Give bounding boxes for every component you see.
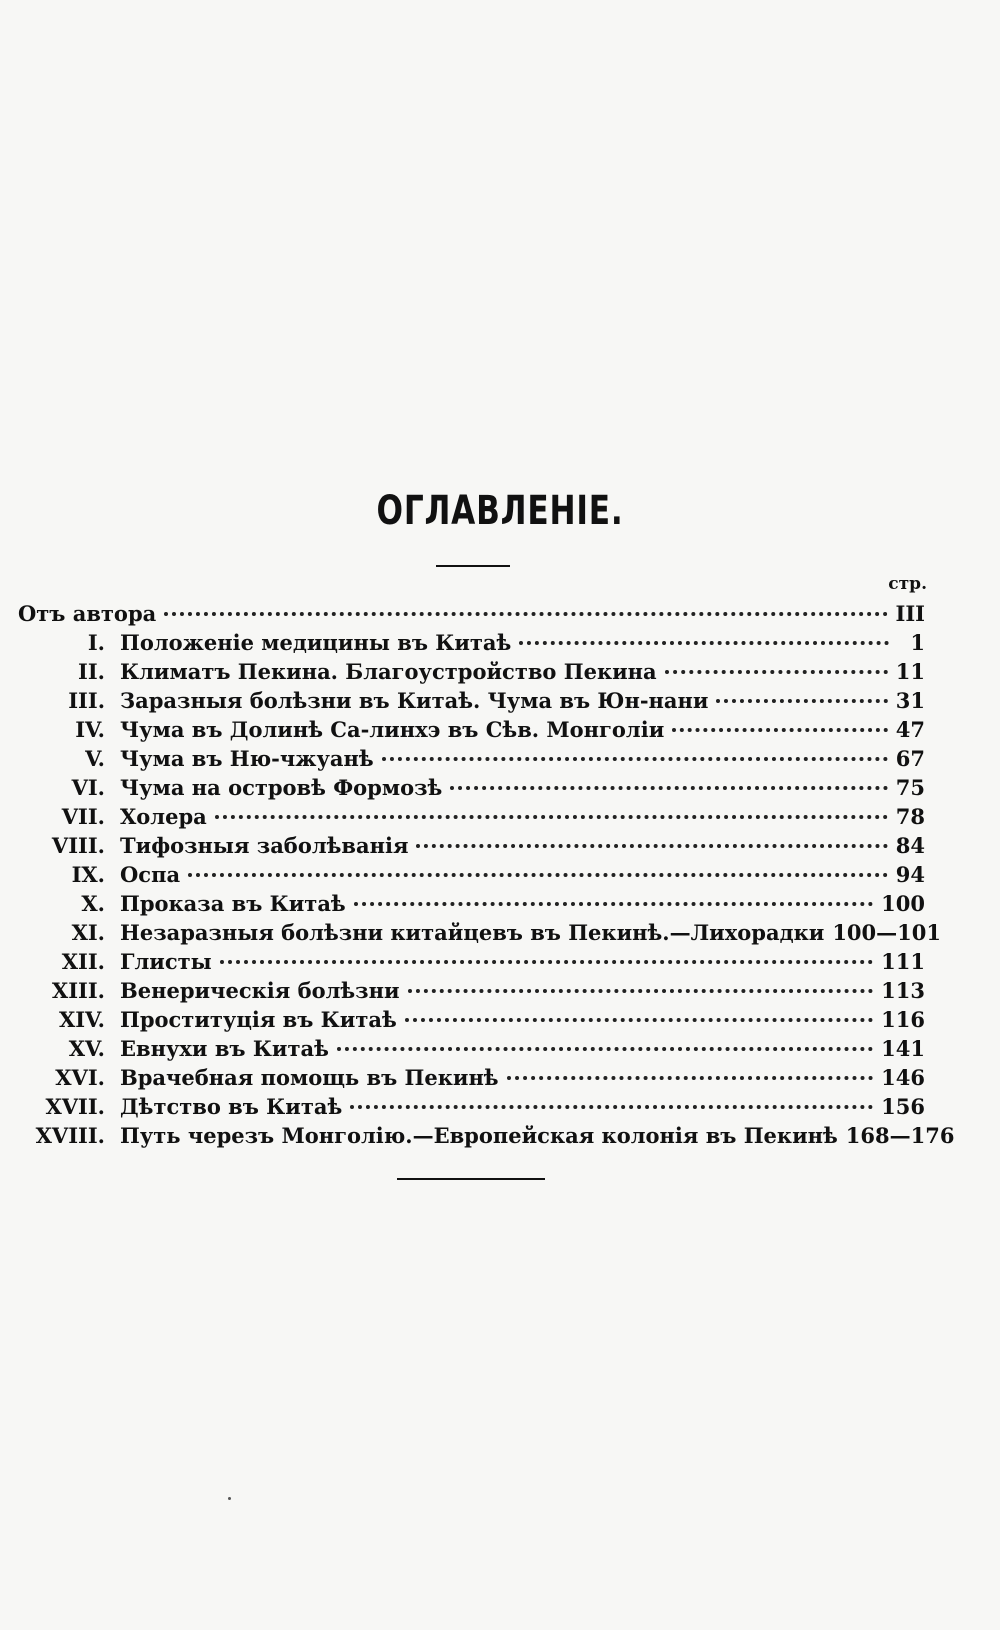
- chapter-number: XVIII.: [35, 1123, 105, 1148]
- dot-leader: [665, 666, 888, 674]
- chapter-number: I.: [87, 630, 105, 655]
- chapter-number: XVI.: [55, 1065, 105, 1090]
- dot-leader: [215, 811, 888, 819]
- chapter-title: Чума въ Долинѣ Са-линхэ въ Сѣв. Монголіи: [120, 717, 665, 742]
- paper-speck: [228, 1497, 231, 1500]
- toc-entry: [18, 686, 925, 715]
- toc-entry: [18, 1034, 925, 1063]
- table-of-contents: [18, 599, 955, 1150]
- chapter-number: XII.: [61, 949, 105, 974]
- chapter-title: Дѣтство въ Китаѣ: [120, 1094, 343, 1119]
- chapter-title: Незаразныя болѣзни китайцевъ въ Пекинѣ.—Лихорадки: [120, 920, 825, 945]
- page-number: III: [895, 601, 925, 626]
- dot-leader: [408, 985, 874, 993]
- page-number: 1: [910, 630, 925, 655]
- chapter-number: II.: [78, 659, 105, 684]
- dot-leader: [507, 1072, 874, 1080]
- chapter-title: Путь черезъ Монголію.—Европейская колонія въ Пекинѣ: [120, 1123, 838, 1148]
- dot-leader: [354, 898, 873, 906]
- page-number: 94: [895, 862, 925, 887]
- dot-leader: [164, 608, 887, 616]
- toc-entry: [18, 918, 941, 947]
- toc-entry: [18, 976, 925, 1005]
- toc-entry: [18, 628, 925, 657]
- chapter-number: IX.: [71, 862, 105, 887]
- page-number: 78: [895, 804, 925, 829]
- chapter-number: VII.: [61, 804, 105, 829]
- chapter-number: IV.: [75, 717, 105, 742]
- toc-entry: [18, 947, 925, 976]
- page-number: 47: [895, 717, 925, 742]
- dot-leader: [716, 695, 887, 703]
- page-column-label: стр.: [888, 574, 927, 594]
- chapter-title: Глисты: [120, 949, 212, 974]
- chapter-number: XV.: [68, 1036, 105, 1061]
- dot-leader: [405, 1014, 873, 1022]
- dot-leader: [382, 753, 888, 761]
- page-number: 141: [881, 1036, 925, 1061]
- chapter-title: Врачебная помощь въ Пекинѣ: [120, 1065, 499, 1090]
- chapter-title: Оспа: [120, 862, 181, 887]
- page-number: 75: [895, 775, 925, 800]
- page-number: 31: [895, 688, 925, 713]
- chapter-title: Чума въ Ню-чжуанѣ: [120, 746, 374, 771]
- chapter-number: V.: [85, 746, 105, 771]
- chapter-number: XIII.: [51, 978, 105, 1003]
- dot-leader: [350, 1101, 873, 1109]
- chapter-title: Венерическія болѣзни: [120, 978, 400, 1003]
- dot-leader: [416, 840, 887, 848]
- toc-entry: [18, 744, 925, 773]
- dot-leader: [220, 956, 873, 964]
- toc-entry: [18, 889, 925, 918]
- dot-leader: [450, 782, 888, 790]
- dot-leader: [337, 1043, 873, 1051]
- page-number: 11: [895, 659, 925, 684]
- page-number: 156: [881, 1094, 925, 1119]
- chapter-number: XI.: [71, 920, 105, 945]
- page-number: 146: [881, 1065, 925, 1090]
- page-number: 111: [881, 949, 925, 974]
- chapter-title: Проказа въ Китаѣ: [120, 891, 346, 916]
- dot-leader: [672, 724, 887, 732]
- page-number: 116: [881, 1007, 925, 1032]
- toc-entry: [18, 1092, 925, 1121]
- dot-leader: [519, 637, 889, 645]
- chapter-title: Евнухи въ Китаѣ: [120, 1036, 329, 1061]
- toc-entry: [18, 802, 925, 831]
- page-number: 100—101: [832, 920, 941, 945]
- toc-entry: [18, 657, 925, 686]
- page-title: ОГЛАВЛЕНІЕ.: [376, 488, 624, 534]
- dot-leader: [188, 869, 888, 877]
- page-number: 168—176: [845, 1123, 955, 1148]
- chapter-title: Положеніе медицины въ Китаѣ: [120, 630, 512, 655]
- page-number: 67: [895, 746, 925, 771]
- chapter-title: Холера: [120, 804, 207, 829]
- chapter-number: VI.: [71, 775, 105, 800]
- chapter-number: XIV.: [58, 1007, 105, 1032]
- page-number: 84: [895, 833, 925, 858]
- toc-entry: [18, 1063, 925, 1092]
- bottom-divider: [397, 1178, 545, 1180]
- page-number: 113: [881, 978, 925, 1003]
- chapter-title: Чума на островѣ Формозѣ: [120, 775, 443, 800]
- chapter-number: XVII.: [45, 1094, 105, 1119]
- chapter-title: Заразныя болѣзни въ Китаѣ. Чума въ Юн-нани: [120, 688, 709, 713]
- chapter-title: Климатъ Пекина. Благоустройство Пекина: [120, 659, 657, 684]
- toc-entry: [18, 1005, 925, 1034]
- chapter-title: Тифозныя заболѣванія: [120, 833, 409, 858]
- chapter-title: Проституція въ Китаѣ: [120, 1007, 397, 1032]
- toc-entry: [18, 715, 925, 744]
- toc-entry: [18, 860, 925, 889]
- chapter-number: X.: [81, 891, 105, 916]
- page-number: 100: [881, 891, 925, 916]
- toc-entry: [18, 1121, 955, 1150]
- chapter-number: VIII.: [51, 833, 105, 858]
- toc-entry: [18, 773, 925, 802]
- toc-entry: [18, 599, 925, 628]
- title-divider: [436, 565, 510, 567]
- toc-entry: [18, 831, 925, 860]
- chapter-number: III.: [68, 688, 105, 713]
- chapter-title: Отъ автора: [18, 601, 157, 626]
